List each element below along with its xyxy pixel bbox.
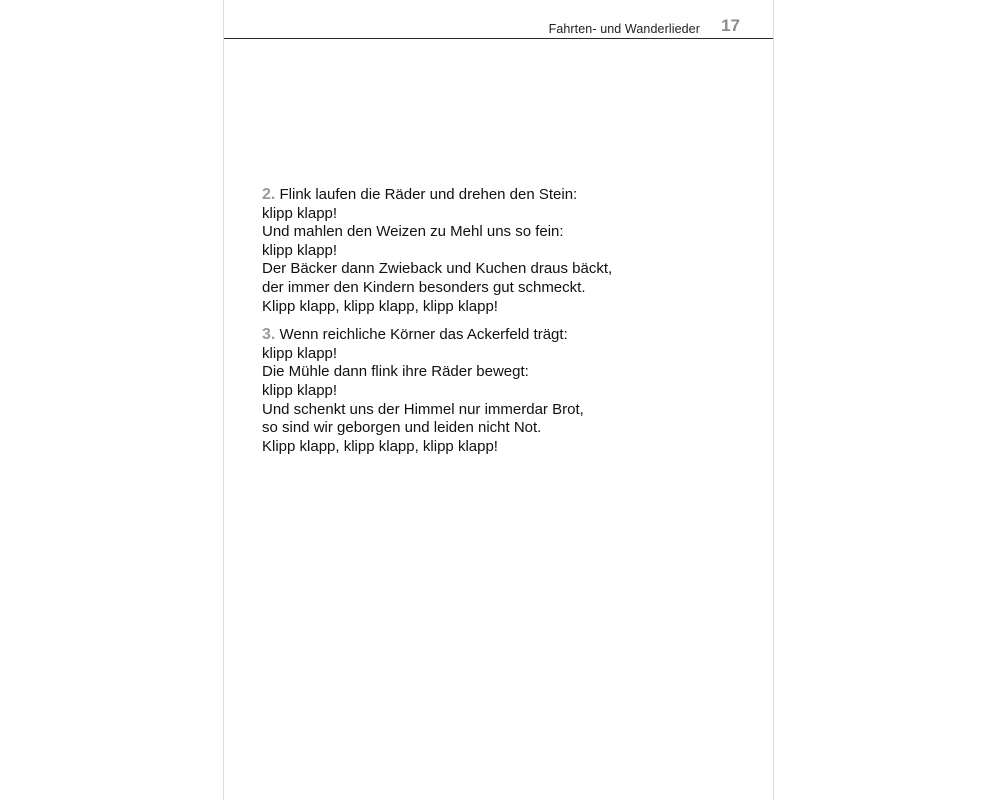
verse-line: Klipp klapp, klipp klapp, klipp klapp! bbox=[262, 297, 498, 315]
verse-line: klipp klapp! bbox=[262, 381, 338, 399]
verse-line: Die Mühle dann flink ihre Räder bewegt: bbox=[262, 363, 529, 381]
verse-line-text: Wenn reichliche Körner das Ackerfeld trägt: bbox=[279, 326, 568, 344]
verse-line: Der Bäcker dann Zwieback und Kuchen draus bäckt, bbox=[262, 260, 613, 278]
song-verses bbox=[262, 186, 742, 466]
verse-line: klipp klapp! bbox=[262, 241, 338, 259]
verse-line: Und schenkt uns der Himmel nur immerdar Brot, bbox=[262, 400, 584, 418]
verse-line: klipp klapp! bbox=[262, 344, 338, 362]
book-page bbox=[223, 0, 774, 800]
verse bbox=[262, 326, 742, 456]
verse-line bbox=[262, 186, 742, 205]
page-number: 17 bbox=[721, 16, 740, 35]
verse-line: Klipp klapp, klipp klapp, klipp klapp! bbox=[262, 437, 498, 455]
verse-line: klipp klapp! bbox=[262, 204, 338, 222]
verse-number: 2. bbox=[262, 186, 276, 203]
header-title: Fahrten- und Wanderlieder bbox=[548, 22, 700, 36]
verse bbox=[262, 186, 742, 316]
running-header bbox=[224, 0, 773, 39]
verse-line: Und mahlen den Weizen zu Mehl uns so fein: bbox=[262, 223, 564, 241]
verse-line: so sind wir geborgen und leiden nicht Not. bbox=[262, 419, 542, 437]
verse-line: der immer den Kindern besonders gut schmeckt. bbox=[262, 278, 586, 296]
verse-line-text: Flink laufen die Räder und drehen den Stein: bbox=[279, 186, 578, 203]
verse-number: 3. bbox=[262, 326, 276, 344]
verse-line bbox=[262, 326, 742, 345]
